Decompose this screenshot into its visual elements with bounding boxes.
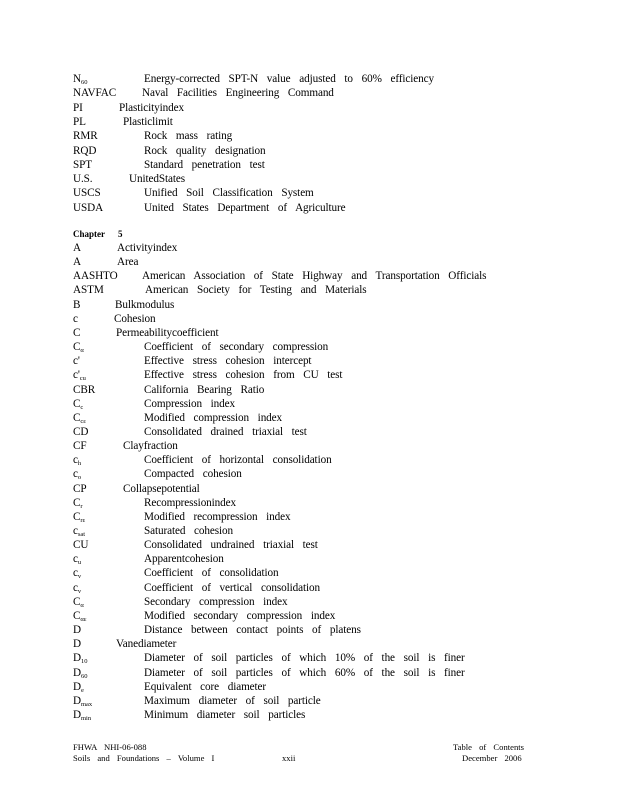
abbreviation-definition: Area — [117, 256, 139, 269]
abbreviation-term — [73, 242, 81, 255]
abbreviation-symbol: B — [73, 298, 81, 311]
abbreviation-definition: UnitedStates — [129, 173, 185, 186]
abbreviation-symbol: D — [73, 680, 81, 693]
abbreviation-definition: Coefficient of vertical consolidation — [144, 581, 320, 594]
abbreviation-symbol: D — [73, 652, 81, 665]
abbreviation-definition: Effective stress cohesion intercept — [144, 355, 312, 368]
abbreviation-symbol: c' — [73, 355, 80, 368]
abbreviation-definition: Equivalent core diameter — [144, 680, 267, 693]
footer-report-title: Soils and Foundations – Volume I — [73, 753, 215, 763]
abbreviation-definition: Cohesion — [114, 312, 156, 325]
abbreviation-subscript: 10 — [80, 658, 88, 666]
abbreviation-definition: Plasticityindex — [119, 101, 184, 114]
abbreviation-symbol: A — [73, 242, 81, 254]
footer-page-number: xxii — [282, 753, 296, 763]
abbreviation-definition: Secondary compression index — [144, 595, 288, 608]
abbreviation-symbol: C — [73, 609, 81, 622]
footer-left — [73, 742, 214, 764]
abbreviation-subscript: αε — [80, 615, 87, 623]
abbreviation-symbol: USCS — [73, 187, 101, 200]
abbreviation-symbol: CD — [73, 425, 89, 438]
abbreviation-definition: California Bearing Ratio — [144, 383, 265, 396]
abbreviation-definition: Bulkmodulus — [115, 298, 175, 311]
abbreviation-symbol: c — [73, 525, 78, 537]
abbreviation-symbol: U.S. — [73, 173, 93, 186]
abbreviation-term — [73, 130, 98, 143]
abbreviation-definition: Energy-corrected SPT-N value adjusted to 60% efficiency — [144, 73, 435, 85]
abbreviation-subscript: 60 — [80, 79, 88, 86]
abbreviation-symbol: D — [73, 708, 81, 721]
abbreviation-term — [73, 426, 88, 439]
footer-right — [453, 742, 524, 764]
abbreviation-subscript: α — [80, 601, 84, 609]
abbreviation-symbol: SPT — [73, 158, 92, 171]
abbreviation-symbol: RMR — [73, 130, 98, 143]
abbreviation-symbol: RQD — [73, 144, 97, 157]
abbreviation-definition: Permeabilitycoefficient — [116, 326, 219, 339]
abbreviation-definition: Rock quality designation — [144, 144, 266, 157]
abbreviation-definition: Saturated cohesion — [144, 525, 234, 537]
abbreviation-subscript: α — [80, 347, 84, 355]
abbreviation-term — [73, 355, 80, 368]
abbreviation-symbol: c — [73, 567, 78, 580]
abbreviation-definition: Distance between contact points of platens — [144, 624, 361, 637]
abbreviation-term — [73, 256, 81, 269]
abbreviation-term — [73, 327, 80, 340]
abbreviation-subscript: rε — [80, 516, 86, 524]
abbreviation-definition: Rock mass rating — [144, 130, 233, 143]
abbreviation-subscript: u — [77, 559, 82, 567]
abbreviation-symbol: CBR — [73, 383, 96, 396]
abbreviation-definition: Diameter of soil particles of which 60% of the soil is finer — [144, 666, 465, 679]
abbreviation-term — [73, 284, 104, 297]
abbreviation-symbol: C — [73, 595, 81, 608]
abbreviation-term — [73, 116, 86, 129]
abbreviation-symbol: N — [73, 73, 81, 85]
abbreviation-symbol: CU — [73, 539, 89, 552]
chapter-heading — [73, 229, 123, 239]
abbreviation-definition: Apparentcohesion — [144, 553, 224, 566]
abbreviation-definition: Recompressionindex — [144, 496, 237, 509]
abbreviation-symbol: D — [73, 638, 81, 651]
abbreviation-term — [73, 313, 78, 326]
abbreviation-symbol: c — [73, 454, 78, 467]
abbreviation-term — [73, 624, 81, 637]
abbreviation-definition: Diameter of soil particles of which 10% of the soil is finer — [144, 652, 465, 665]
abbreviation-definition: Unified Soil Classification System — [144, 187, 314, 200]
abbreviation-subscript: o — [77, 474, 82, 482]
abbreviation-subscript: h — [77, 460, 82, 468]
abbreviation-symbol: C — [73, 341, 81, 354]
abbreviation-term — [73, 299, 80, 312]
footer-section: Table of Contents — [453, 742, 524, 752]
abbreviation-definition: Compacted cohesion — [144, 468, 242, 481]
abbreviation-symbol: D — [73, 694, 81, 707]
abbreviation-symbol: c — [73, 581, 78, 594]
abbreviation-symbol: D — [73, 666, 81, 679]
abbreviation-symbol: c' — [73, 369, 80, 382]
abbreviation-symbol: C — [73, 496, 81, 509]
abbreviation-definition: Modified secondary compression index — [144, 609, 336, 622]
abbreviation-symbol: C — [73, 326, 81, 339]
abbreviation-definition: Vanediameter — [116, 638, 177, 651]
abbreviation-subscript: e — [80, 686, 84, 694]
abbreviation-definition: American Association of State Highway and Transportation Officials — [142, 270, 487, 283]
abbreviation-definition: Coefficient of horizontal consolidation — [144, 454, 332, 467]
footer-report-id: FHWA NHI-06-088 — [73, 742, 147, 752]
abbreviation-symbol: c — [73, 468, 78, 481]
abbreviation-definition: Coefficient of secondary compression — [144, 341, 329, 354]
abbreviation-definition: Compression index — [144, 397, 235, 410]
abbreviation-subscript: sat — [77, 531, 86, 538]
abbreviation-symbol: A — [73, 256, 81, 269]
abbreviation-definition: Naval Facilities Engineering Command — [142, 87, 334, 100]
abbreviation-symbol: C — [73, 397, 81, 410]
abbreviation-term — [73, 87, 116, 100]
abbreviation-symbol: C — [73, 510, 81, 523]
abbreviation-symbol: NAVFAC — [73, 87, 117, 100]
abbreviation-definition: Activityindex — [117, 242, 178, 254]
abbreviation-term — [73, 638, 81, 651]
abbreviation-symbol: D — [73, 624, 81, 637]
abbreviation-term — [73, 384, 95, 397]
abbreviation-symbol: CF — [73, 440, 87, 453]
abbreviation-symbol: C — [73, 411, 81, 424]
abbreviation-subscript: 60 — [80, 672, 88, 680]
chapter-number: 5 — [118, 229, 123, 239]
abbreviation-definition: Modified compression index — [144, 411, 283, 424]
chapter-label: Chapter — [73, 229, 105, 239]
abbreviation-term — [73, 173, 93, 186]
abbreviation-definition: Consolidated drained triaxial test — [144, 425, 307, 438]
abbreviation-symbol: CP — [73, 482, 87, 495]
abbreviation-term — [73, 159, 92, 172]
abbreviation-symbol: USDA — [73, 201, 104, 214]
abbreviation-subscript: min — [80, 714, 92, 722]
abbreviation-definition: Plasticlimit — [123, 115, 173, 128]
abbreviation-term — [73, 709, 91, 725]
abbreviation-definition: Maximum diameter of soil particle — [144, 694, 321, 707]
abbreviation-definition: Standard penetration test — [144, 158, 265, 171]
abbreviation-definition: Consolidated undrained triaxial test — [144, 539, 318, 552]
abbreviation-term — [73, 270, 118, 283]
abbreviation-definition: Minimum diameter soil particles — [144, 708, 306, 721]
abbreviation-symbol: ASTM — [73, 284, 104, 297]
abbreviation-subscript: r — [80, 502, 83, 510]
abbreviation-definition: Coefficient of consolidation — [144, 567, 279, 580]
abbreviation-definition: American Society for Testing and Materials — [145, 284, 367, 297]
footer-date: December 2006 — [462, 753, 522, 763]
abbreviation-definition: United States Department of Agriculture — [144, 201, 346, 214]
abbreviation-definition: Modified recompression index — [144, 510, 291, 523]
abbreviation-term — [73, 102, 83, 115]
abbreviation-symbol: AASHTO — [73, 270, 118, 283]
abbreviation-symbol: c — [73, 553, 78, 566]
abbreviation-symbol: c — [73, 312, 78, 325]
abbreviation-term — [73, 145, 96, 158]
abbreviation-subscript: v — [77, 587, 82, 595]
abbreviation-term — [73, 483, 86, 496]
abbreviation-subscript: cε — [80, 417, 86, 425]
abbreviation-symbol: PI — [73, 101, 83, 114]
abbreviation-symbol: PL — [73, 115, 86, 128]
abbreviation-subscript: v — [77, 573, 82, 581]
abbreviation-subscript: max — [80, 700, 93, 708]
abbreviation-term — [73, 440, 86, 453]
abbreviation-definition: Collapsepotential — [123, 482, 200, 495]
abbreviation-term — [73, 187, 101, 200]
abbreviation-subscript: cu — [79, 375, 86, 383]
abbreviation-definition: Effective stress cohesion from CU test — [144, 369, 343, 382]
abbreviation-term — [73, 539, 88, 552]
abbreviation-definition: Clayfraction — [123, 440, 178, 453]
abbreviation-term — [73, 202, 103, 215]
abbreviation-subscript: c — [80, 403, 84, 411]
